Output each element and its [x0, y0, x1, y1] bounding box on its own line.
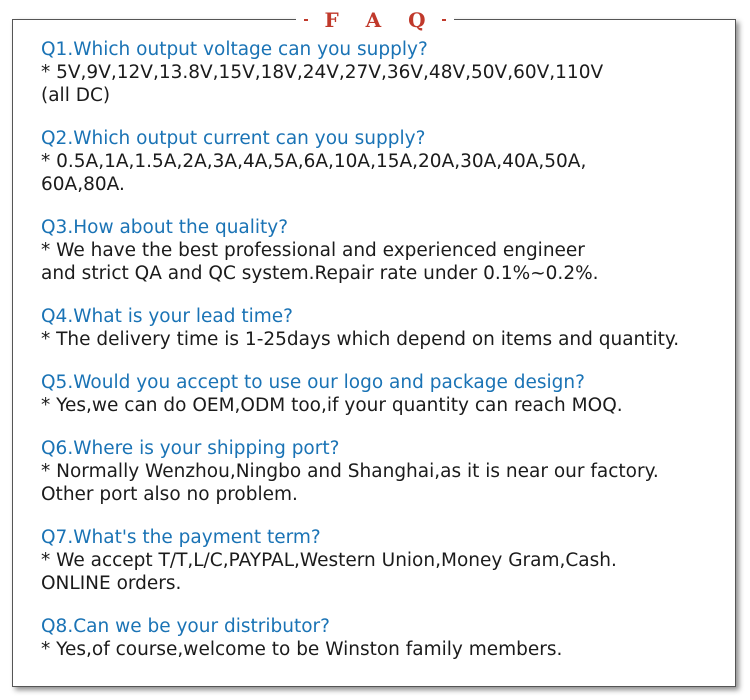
faq-item-5 — [41, 371, 741, 417]
faq-item-4 — [41, 305, 741, 351]
faq-answer: * Yes,we can do OEM,ODM too,if your quantity can reach MOQ. — [41, 395, 623, 416]
faq-item-3 — [41, 216, 741, 285]
faq-item-8 — [41, 615, 741, 661]
title-rule-right — [442, 19, 446, 21]
faq-question: Q5.Would you accept to use our logo and package design? — [41, 372, 585, 393]
faq-answer: * The delivery time is 1-25days which depend on items and quantity. — [41, 329, 680, 350]
faq-answer: * We accept T/T,L/C,PAYPAL,Western Union,Money Gram,Cash. ONLINE orders. — [41, 550, 617, 594]
faq-question: Q2.Which output current can you supply? — [41, 128, 426, 149]
faq-question: Q4.What is your lead time? — [41, 306, 293, 327]
page-title: F A Q — [324, 8, 436, 32]
faq-item-2 — [41, 127, 741, 196]
faq-question: Q8.Can we be your distributor? — [41, 616, 330, 637]
faq-answer: * Normally Wenzhou,Ningbo and Shanghai,as it is near our factory. Other port also no problem. — [41, 461, 659, 505]
faq-item-7 — [41, 526, 741, 595]
faq-answer: * 0.5A,1A,1.5A,2A,3A,4A,5A,6A,10A,15A,20A,30A,40A,50A, 60A,80A. — [41, 151, 587, 195]
title-container — [296, 6, 453, 34]
faq-answer: * 5V,9V,12V,13.8V,15V,18V,24V,27V,36V,48V,50V,60V,110V (all DC) — [41, 62, 604, 106]
faq-list — [41, 38, 741, 681]
faq-question: Q1.Which output voltage can you supply? — [41, 39, 428, 60]
faq-question: Q3.How about the quality? — [41, 217, 289, 238]
title-rule-left — [304, 19, 308, 21]
faq-question: Q7.What's the payment term? — [41, 527, 321, 548]
faq-answer: * We have the best professional and experienced engineer and strict QA and QC system.Repair rate under 0.1%~0.2%. — [41, 240, 599, 284]
faq-answer: * Yes,of course,welcome to be Winston family members. — [41, 639, 563, 660]
faq-header — [0, 6, 750, 34]
faq-item-6 — [41, 437, 741, 506]
faq-question: Q6.Where is your shipping port? — [41, 438, 340, 459]
faq-item-1 — [41, 38, 741, 107]
